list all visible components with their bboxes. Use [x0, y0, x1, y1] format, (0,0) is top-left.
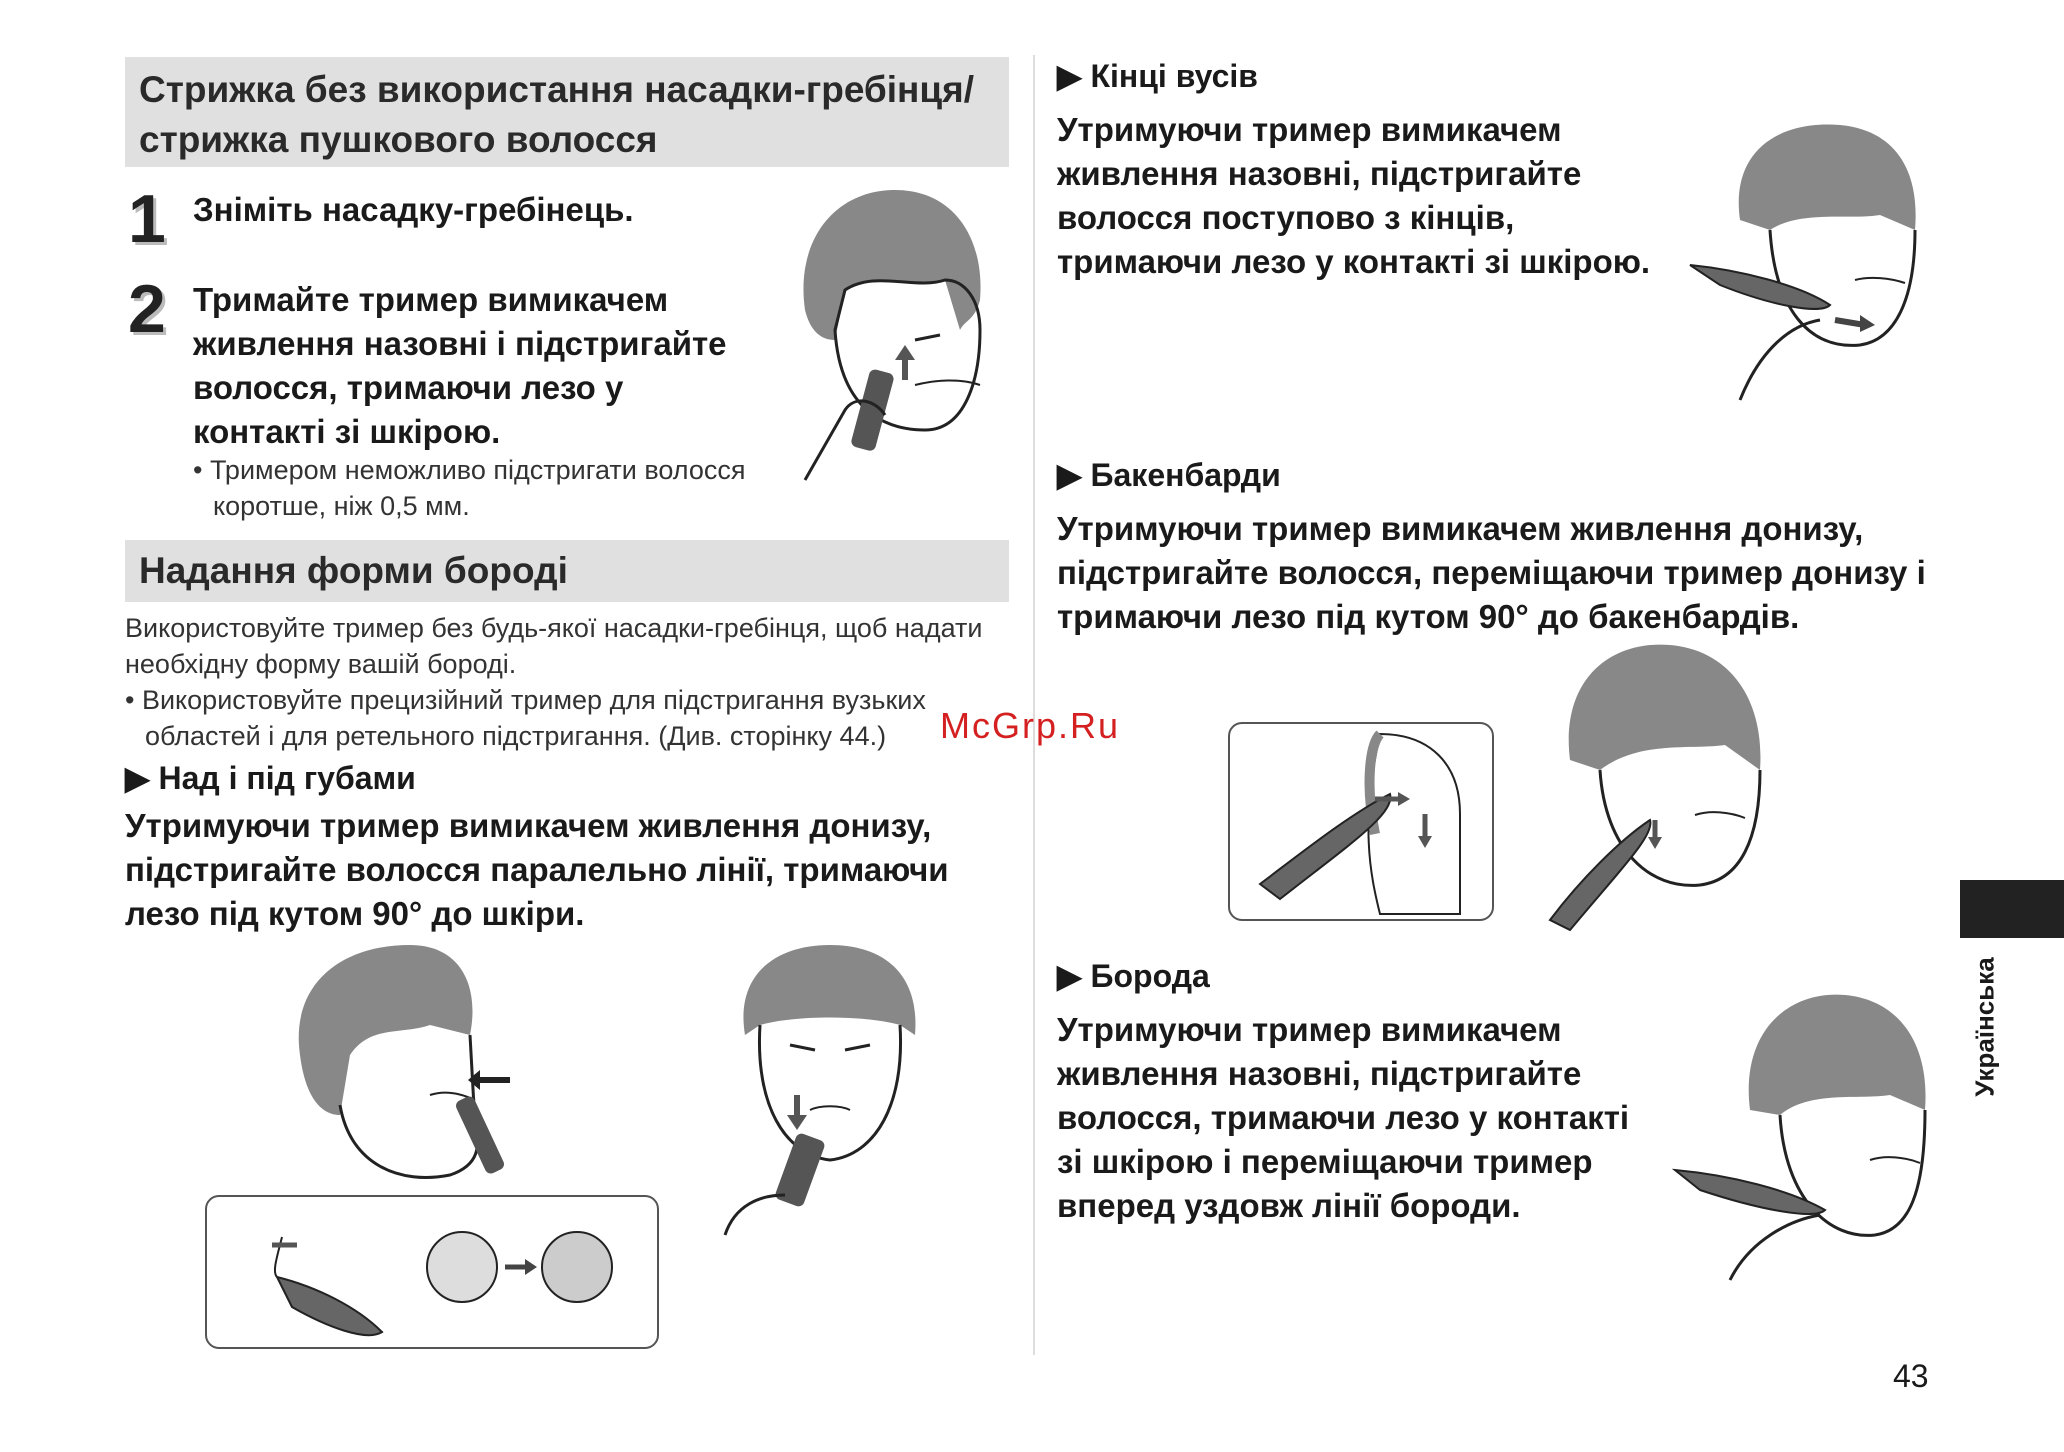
- language-tab-label: Українська: [1969, 957, 2000, 1097]
- language-tab-marker: [1960, 880, 2064, 938]
- illustration-lips-frontal: [715, 945, 945, 1245]
- lips-heading: ▶ Над і під губами: [125, 760, 416, 796]
- step-2-note: • Тримером неможливо підстригати волосся коротше, ніж 0,5 мм.: [193, 455, 746, 521]
- step-1-text: Зніміть насадку-гребінець.: [193, 191, 634, 228]
- page-number: 43: [1893, 1358, 1929, 1394]
- inset-frame-detail: [205, 1195, 659, 1349]
- lips-text: Утримуючи тример вимикачем живлення донизу, підстригайте волосся паралельно лінії, тримаючи лезо під кутом 90° до шкіри.: [125, 807, 949, 932]
- illustration-beard-line: [1670, 990, 1940, 1290]
- section-title-no-comb: Стрижка без використання насадки-гребінця/ стрижка пушкового волосся: [125, 57, 1009, 167]
- sideburns-inset-frame: [1228, 722, 1494, 921]
- illustration-face-no-comb: [765, 180, 1005, 490]
- sideburns-text: Утримуючи тример вимикачем живлення донизу, підстригайте волосся, переміщаючи тример донизу і тримаючи лезо під кутом 90° до бакенбардів.: [1057, 510, 1926, 635]
- step-2-text: Тримайте тример вимикачем живлення назовні і підстригайте волосся, тримаючи лезо у контакті зі шкірою.: [193, 281, 727, 450]
- illustration-sideburns-inset: [1230, 724, 1492, 919]
- language-tab-label-box: [1968, 952, 2002, 1102]
- beard-shape-intro: Використовуйте тример без будь-якої насадки-гребінця, щоб надати необхідну форму вашій бороді.: [125, 613, 983, 679]
- illustration-lips-profile: [280, 945, 580, 1205]
- illustration-mustache-ends: [1680, 120, 1930, 410]
- illustration-inset-detail: [207, 1197, 657, 1347]
- illustration-sideburns-face: [1490, 640, 1780, 940]
- mustache-heading: ▶ Кінці вусів: [1057, 58, 1258, 94]
- beard-text: Утримуючи тример вимикачем живлення назовні, підстригайте волосся, тримаючи лезо у контакті зі шкірою і переміщаючи тример вперед уздовж лінії бороди.: [1057, 1011, 1630, 1224]
- section-title-beard-shape: Надання форми бороді: [125, 540, 1009, 602]
- beard-heading: ▶ Борода: [1057, 958, 1210, 994]
- precision-trimmer-bullet: • Використовуйте прецизійний тример для підстригання вузьких областей і для ретельного підстригання. (Див. сторінку 44.): [125, 685, 926, 751]
- watermark: McGrp.Ru: [940, 705, 1121, 746]
- step-number-2: 2: [128, 271, 166, 347]
- sideburns-heading: ▶ Бакенбарди: [1057, 457, 1281, 493]
- mustache-text: Утримуючи тример вимикачем живлення назовні, підстригайте волосся поступово з кінців, тримаючи лезо у контакті зі шкірою.: [1057, 111, 1651, 280]
- step-number-1: 1: [128, 181, 166, 257]
